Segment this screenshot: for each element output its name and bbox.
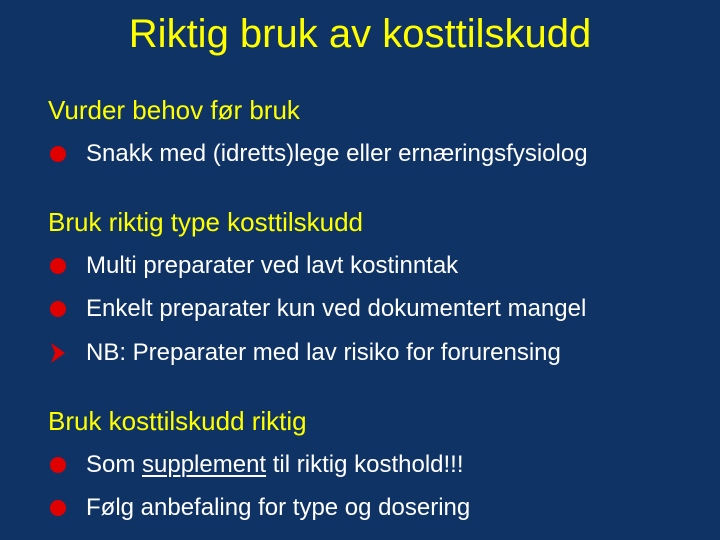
section-heading-1: Vurder behov før bruk [48,95,300,125]
bullet-text: Følg anbefaling for type og dosering [86,494,471,521]
bullet-item [50,293,586,325]
bullet-text-after: til riktig kosthold!!! [266,451,464,478]
bullet-dot-icon [50,258,66,274]
bullet-text: NB: Preparater med lav risiko for forurensing [86,339,561,366]
bullet-item [50,250,458,282]
bullet-dot-icon [50,500,66,516]
bullet-item [50,138,588,170]
section-heading-2: Bruk riktig type kosttilskudd [48,207,364,237]
bullet-dot-icon [50,457,66,473]
arrow-bullet-icon [50,342,66,364]
underlined-word: supplement [142,451,267,478]
bullet-dot-icon [50,301,66,317]
bullet-text-before: Som [86,451,143,478]
section-heading-3: Bruk kosttilskudd riktig [48,406,307,436]
bullet-dot-icon [50,146,66,162]
bullet-text: Snakk med (idretts)lege eller ernæringsfysiolog [86,140,588,167]
slide-title: Riktig bruk av kosttilskudd [128,12,592,56]
bullet-item [50,492,470,524]
bullet-item [50,449,464,481]
bullet-text: Enkelt preparater kun ved dokumentert mangel [86,295,587,322]
bullet-text [86,449,464,481]
bullet-text: Multi preparater ved lavt kostinntak [86,252,459,279]
bullet-item [50,337,561,369]
